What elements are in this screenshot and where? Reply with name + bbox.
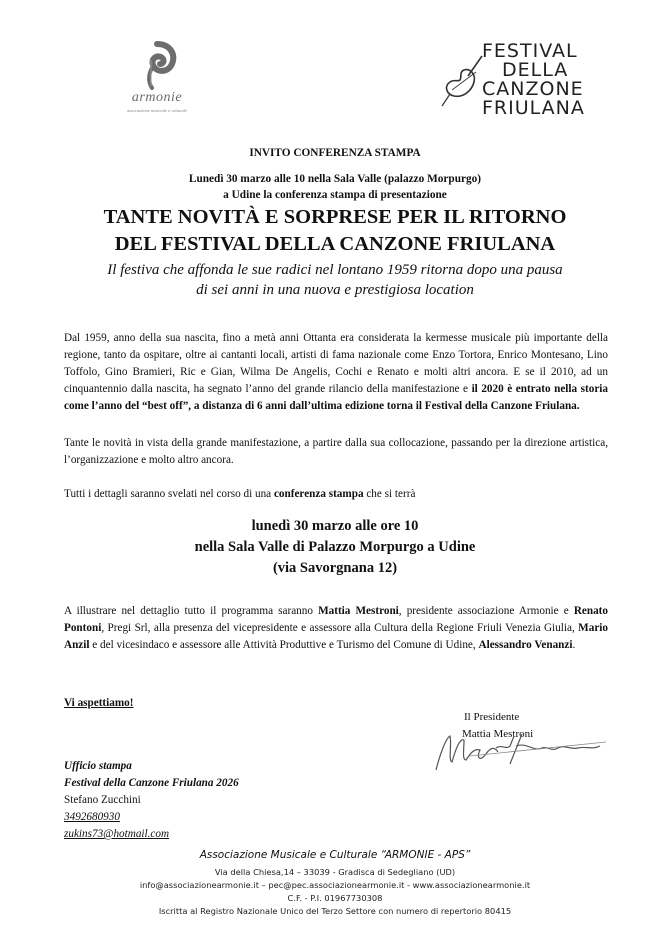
history-text: Dal 1959, anno della sua nascita, fino a metà anni Ottanta era considerata la kermesse musicale più importante della regione, tanto da ospitare, oltre ai cantanti locali, artisti di fama nazionale come Enzo Tortora, Enrico Montesano, Lino Toffolo, Gino Bramieri, Ric e Gian, Wilma De Angelis, Cochi e Renato e molti altri ancora. E se il 2010, ad un cinquantennio dalla nascita, ha segnato l’anno del grande rilancio della manifestazione e bbox=[64, 332, 608, 395]
treble-scroll-icon bbox=[118, 40, 196, 90]
title-line-1: TANTE NOVITÀ E SORPRESE PER IL RITORNO bbox=[103, 206, 567, 228]
speakers-text-e: , Pregi Srl, alla presenza del vicepresidente e assessore alla Cultura della Regione Friuli Venezia Giulia, bbox=[101, 622, 579, 634]
speakers-text-a: A illustrare nel dettaglio tutto il programma saranno bbox=[64, 605, 319, 617]
closing-text: Vi aspettiamo! bbox=[64, 697, 134, 709]
press-festival: Festival della Canzone Friulana 2026 bbox=[64, 777, 239, 789]
footer-tax: C.F. - P.I. 01967730308 bbox=[287, 893, 383, 903]
press-contact: Stefano Zucchini bbox=[64, 794, 141, 806]
festival-line-2: DELLA bbox=[502, 59, 569, 81]
armonie-logo bbox=[118, 40, 196, 126]
press-office-label: Ufficio stampa bbox=[64, 760, 132, 772]
event-address: (via Savorgnana 12) bbox=[272, 560, 398, 576]
paragraph-news: Tante le novità in vista della grande manifestazione, a partire dalla sua collocazione, passando per la direzione artistica, l’organizzazione e molto altro ancora. bbox=[64, 437, 608, 466]
speaker-mestroni: Mattia Mestroni bbox=[318, 605, 399, 617]
signature-name: Mattia Mestroni bbox=[462, 728, 534, 740]
event-date: lunedì 30 marzo alle ore 10 bbox=[251, 518, 419, 534]
festival-line-3: CANZONE bbox=[482, 78, 584, 100]
festival-logo bbox=[440, 40, 600, 122]
guitar-icon bbox=[440, 50, 484, 110]
paragraph-speakers bbox=[64, 603, 608, 654]
paragraph-conference bbox=[64, 486, 608, 503]
speaker-anzil: Mario Anzil bbox=[64, 622, 608, 651]
closing-line bbox=[64, 697, 134, 709]
subtitle-line-2: di sei anni in una nuova e prestigiosa location bbox=[196, 282, 474, 298]
press-email[interactable]: zukins73@hotmail.com bbox=[64, 828, 170, 840]
speakers-text-i: . bbox=[572, 639, 576, 651]
history-highlight: il 2020 è entrato nella storia come l’anno del “best off”, a distanza di 6 anni dall’ultima edizione torna il Festival della Canzone Friulana. bbox=[64, 383, 608, 412]
footer-org: Associazione Musicale e Culturale “ARMONIE - APS” bbox=[199, 849, 471, 861]
festival-line-1: FESTIVAL bbox=[482, 40, 578, 62]
armonie-brand: armonie bbox=[131, 90, 183, 105]
footer-contacts[interactable]: info@associazionearmonie.it – pec@pec.associazionearmonie.it - www.associazionearmonie.it bbox=[139, 880, 531, 890]
footer-registry: Iscritta al Registro Nazionale Unico del Terzo Settore con numero di repertorio 80415 bbox=[158, 906, 512, 916]
event-venue: nella Sala Valle di Palazzo Morpurgo a Udine bbox=[194, 539, 476, 555]
conference-highlight: conferenza stampa bbox=[273, 488, 364, 500]
conference-text-end: che si terrà bbox=[363, 488, 416, 500]
press-phone[interactable]: 3492680930 bbox=[64, 811, 120, 823]
signature-role: Il Presidente bbox=[464, 711, 520, 723]
title-line-2: DEL FESTIVAL DELLA CANZONE FRIULANA bbox=[114, 233, 556, 255]
invite-heading: INVITO CONFERENZA STAMPA bbox=[249, 147, 421, 159]
armonie-tagline: associazione musicale e culturale bbox=[127, 108, 187, 113]
header-line-2: a Udine la conferenza stampa di presentazione bbox=[223, 189, 447, 201]
paragraph-history bbox=[64, 330, 608, 415]
subtitle-line-1: Il festiva che affonda le sue radici nel lontano 1959 ritorna dopo una pausa bbox=[107, 262, 563, 278]
speaker-pontoni: Renato Pontoni bbox=[64, 605, 608, 634]
festival-line-4: FRIULANA bbox=[482, 97, 585, 119]
conference-text-start: Tutti i dettagli saranno svelati nel corso di una bbox=[64, 488, 274, 500]
speakers-text-c: , presidente associazione Armonie e bbox=[398, 605, 574, 617]
speakers-text-g: e del vicesindaco e assessore alle Attività Produttive e Turismo del Comune di Udine, bbox=[89, 639, 479, 651]
footer-address: Via della Chiesa,14 – 33039 - Gradisca di Sedegliano (UD) bbox=[214, 867, 456, 877]
speaker-venanzi: Alessandro Venanzi bbox=[478, 639, 573, 651]
header-line-1: Lunedì 30 marzo alle 10 nella Sala Valle (palazzo Morpurgo) bbox=[188, 173, 482, 185]
handwritten-signature bbox=[430, 724, 610, 784]
